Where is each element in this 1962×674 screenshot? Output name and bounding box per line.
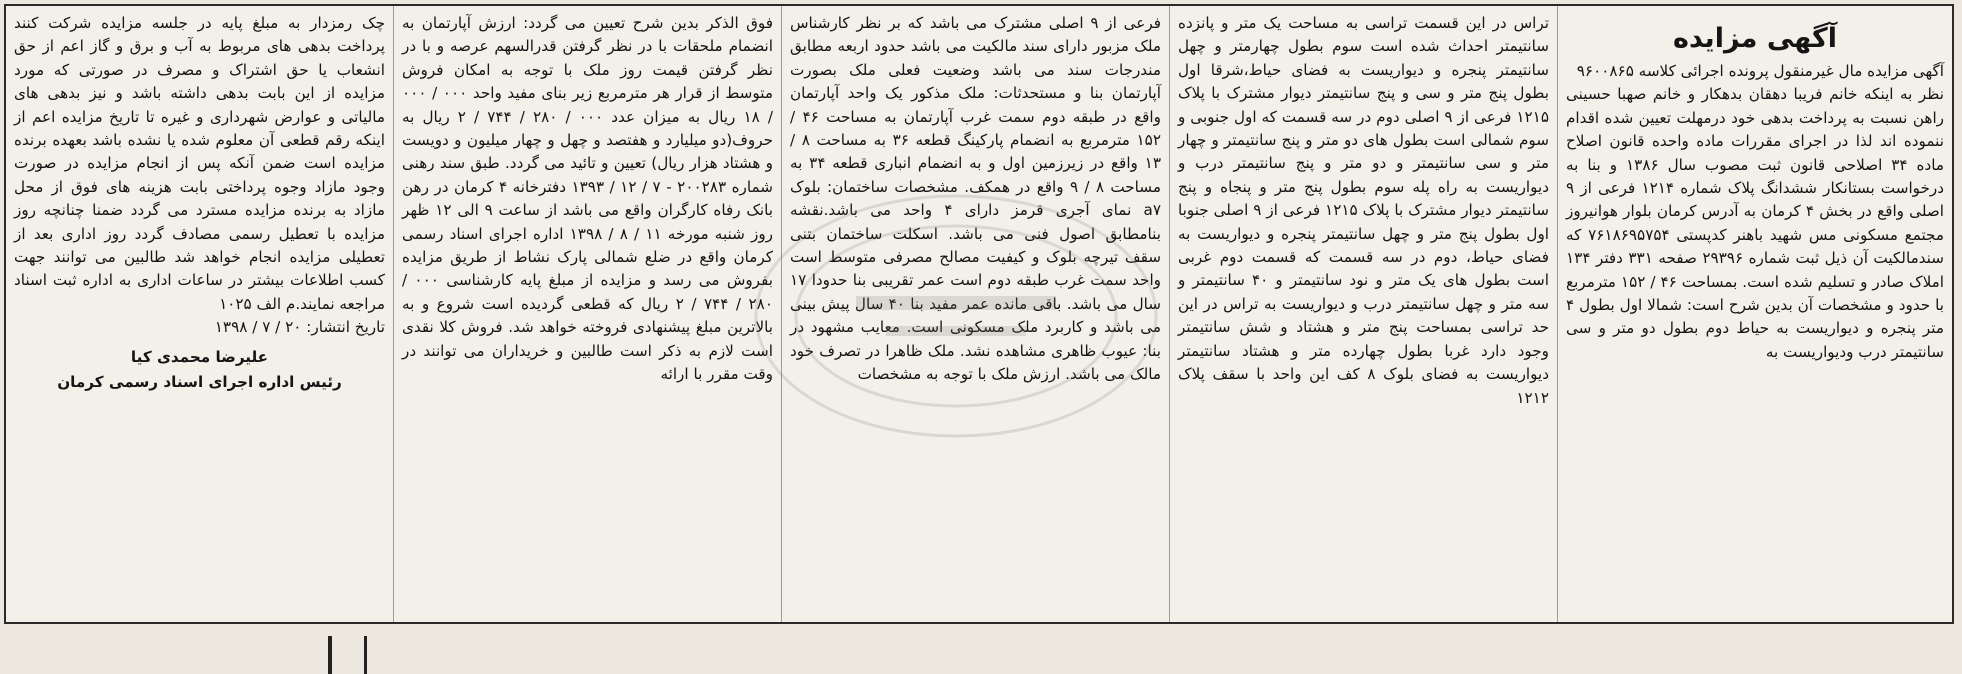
notice-columns	[6, 6, 1952, 622]
column-4	[394, 6, 782, 622]
ink-mark	[328, 636, 332, 674]
column-5	[6, 6, 394, 622]
signer-name: علیرضا محمدی کیا	[130, 347, 269, 366]
signer-title: رئیس اداره اجرای اسناد رسمی کرمان	[57, 373, 342, 392]
column-3	[782, 6, 1170, 622]
column-1	[1558, 6, 1952, 622]
publish-date: تاریخ انتشار: ۲۰ / ۷ / ۱۳۹۸	[214, 318, 385, 337]
column-2-text: تراس در این قسمت تراسی به مساحت یک متر و پانزده سانتیمتر احداث شده است سوم بطول چهارمتر و چهل سانتیمتر پنجره و دیواریست به فضای حیاط،شرقا اول بطول پنج متر و سی و پنج سانتیمتر دیوار مشترک با پلاک ۱۲۱۵ فرعی از ۹ اصلی دوم در سه قسمت که اول جنوبی و سوم شمالی است بطول های دو متر و پنج سانتیمتر و چهار متر و سی سانتیمتر و دو متر و پنج سانتیمتر درب و دیواریست به راه پله سوم بطول پنج متر و پنجاه و پنج سانتیمتر دیوار مشترک با پلاک ۱۲۱۵ فرعی از ۹ اصلی جنوبا اول بطول پنج متر و چهل سانتیمتر پنجره و دیواریست به فضای حیاط، دوم در سه قسمت که قسمت دوم غربی است بطول های یک متر و نود سانتیمتر و ۴۰ سانتیمتر و سه متر و چهل سانتیمتر درب و دیواریست به تراس در این حد تراسی بمساحت پنج متر و هشتاد و شش سانتیمتر وجود دارد غربا بطول چهارده متر و هشتاد سانتیمتر دیواریست به فضای بلوک ۸ کف این واحد با سقف پلاک ۱۲۱۲	[1178, 14, 1550, 407]
page-below-clipping	[0, 626, 1962, 674]
column-2	[1170, 6, 1558, 622]
column-5-text: چک رمزدار به مبلغ پایه در جلسه مزایده شرکت کنند پرداخت بدهی های مربوط به آب و برق و گاز اعم از حق انشعاب یا حق اشتراک و مصرف در صورتی که مورد مزایده از این بابت بدهی داشته باشد و نیز بدهی های مالیاتی و عوارض شهرداری و غیره تا تاریخ مزایده اعم از اینکه رقم قطعی آن معلوم شده یا نشده باشد بعهده برنده مزایده است ضمن آنکه پس از انجام مزایده در صورت وجود مازاد وجوه پرداختی بابت هزینه های فوق از محل مازاد به برنده مزایده مسترد می گردد ضمنا چنانچه روز مزایده با تعطیل رسمی مصادف گردد روز اداری بعد از تعطیلی مزایده انجام خواهد شد طالبین می توانند جهت کسب اطلاعات بیشتر در ساعات اداری به اداره ثبت اسناد مراجعه نمایند.م الف ۱۰۲۵	[14, 14, 385, 313]
notice-title: آگهی مزایده	[1673, 23, 1837, 54]
notice-frame	[4, 4, 1954, 624]
column-1-text: نظر به اینکه خانم فریبا دهقان بدهکار و خانم صهبا حسینی راهن نسبت به پرداخت بدهی خود درمهلت تعیین شده اقدام ننموده اند لذا در اجرای مقررات ماده واحده قانون اصلاح ماده ۳۴ اصلاحی قانون ثبت مصوب سال ۱۳۸۶ و بنا به درخواست بستانکار ششدانگ پلاک شماره ۱۲۱۴ فرعی از ۹ اصلی واقع در بخش ۴ کرمان به آدرس کرمان بلوار هوانیروز مجتمع مسکونی مس شهید باهنر کدپستی ۷۶۱۸۶۹۵۷۵۴ که سندمالکیت آن ذیل ثبت شماره ۲۹۳۹۶ صفحه ۳۳۱ دفتر ۱۳۴ املاک صادر و تسلیم شده است. بمساحت ۴۶ / ۱۵۲ مترمربع با حدود و مشخصات آن بدین شرح است: شمالا اول بطول ۴ متر پنجره و دیواریست به حیاط دوم بطول دو متر و سی سانتیمتر درب ودیواریست به	[1566, 85, 1945, 361]
ink-mark	[364, 636, 367, 674]
column-3-text: فرعی از ۹ اصلی مشترک می باشد که بر نظر کارشناس ملک مزبور دارای سند مالکیت می باشد حدود اربعه مطابق مندرجات سند می باشد وضعیت فعلی ملک بصورت آپارتمان بنا و مستحدثات: ملک مذکور یک واحد آپارتمان واقع در طبقه دوم سمت غرب آپارتمان به مساحت ۴۶ / ۱۵۲ مترمربع به انضمام پارکینگ قطعه ۳۶ به مساحت ۸ / ۱۳ واقع در زیرزمین اول و به انضمام انباری قطعه ۳۴ به مساحت ۸ / ۹ واقع در همکف. مشخصات ساختمان: بلوک a۷ نمای آجری قرمز دارای ۴ واحد می باشد.نقشه بنامطابق اصول فنی می باشد. اسکلت ساختمان بتنی سقف تیرچه بلوک و کیفیت مصالح مصرفی متوسط است واحد سمت غرب طبقه دوم است عمر تقریبی بنا حدودا ۱۷ سال می باشد. باقی مانده عمر مفید بنا ۴۰ سال پیش بینی می باشد و کاربرد ملک مسکونی است. معایب مشهود در بنا: عیوب ظاهری مشاهده نشد. ملک ظاهرا در تصرف خود مالک می باشد. ارزش ملک با توجه به مشخصات	[790, 14, 1161, 384]
notice-subtitle: آگهی مزایده مال غیرمنقول پرونده اجرائی کلاسه ۹۶۰۰۸۶۵	[1576, 62, 1944, 80]
column-4-text: فوق الذکر بدین شرح تعیین می گردد: ارزش آپارتمان به انضمام ملحقات با در نظر گرفتن قدرالسهم عرصه و با در نظر گرفتن قیمت روز ملک با توجه به امکان فروش متوسط از قرار هر مترمربع زیر بنای مفید واحد ۰۰۰ / ۰۰۰ / ۱۸ ریال به میزان عدد ۰۰۰ / ۲۸۰ / ۷۴۴ / ۲ ریال به حروف(دو میلیارد و هفتصد و چهل و چهار میلیون و دویست و هشتاد هزار ریال) تعیین و تائید می گردد. طبق سند رهنی شماره ۲۰۰۲۸۳ - ۷ / ۱۲ / ۱۳۹۳ دفترخانه ۴ کرمان در رهن بانک رفاه کارگران واقع می باشد از ساعت ۹ الی ۱۲ ظهر روز شنبه مورخه ۱۱ / ۸ / ۱۳۹۸ اداره اجرای اسناد رسمی کرمان واقع در ضلع شمالی پارک نشاط از طریق مزایده بفروش می رسد و مزایده از مبلغ پایه کارشناسی ۰۰۰ / ۲۸۰ / ۷۴۴ / ۲ ریال که قطعی گردیده است شروع و به بالاترین مبلغ پیشنهادی فروخته خواهد شد. فروش کلا نقدی است لازم به ذکر است طالبین و خریداران می توانند در وقت مقرر با ارائه	[402, 14, 774, 384]
